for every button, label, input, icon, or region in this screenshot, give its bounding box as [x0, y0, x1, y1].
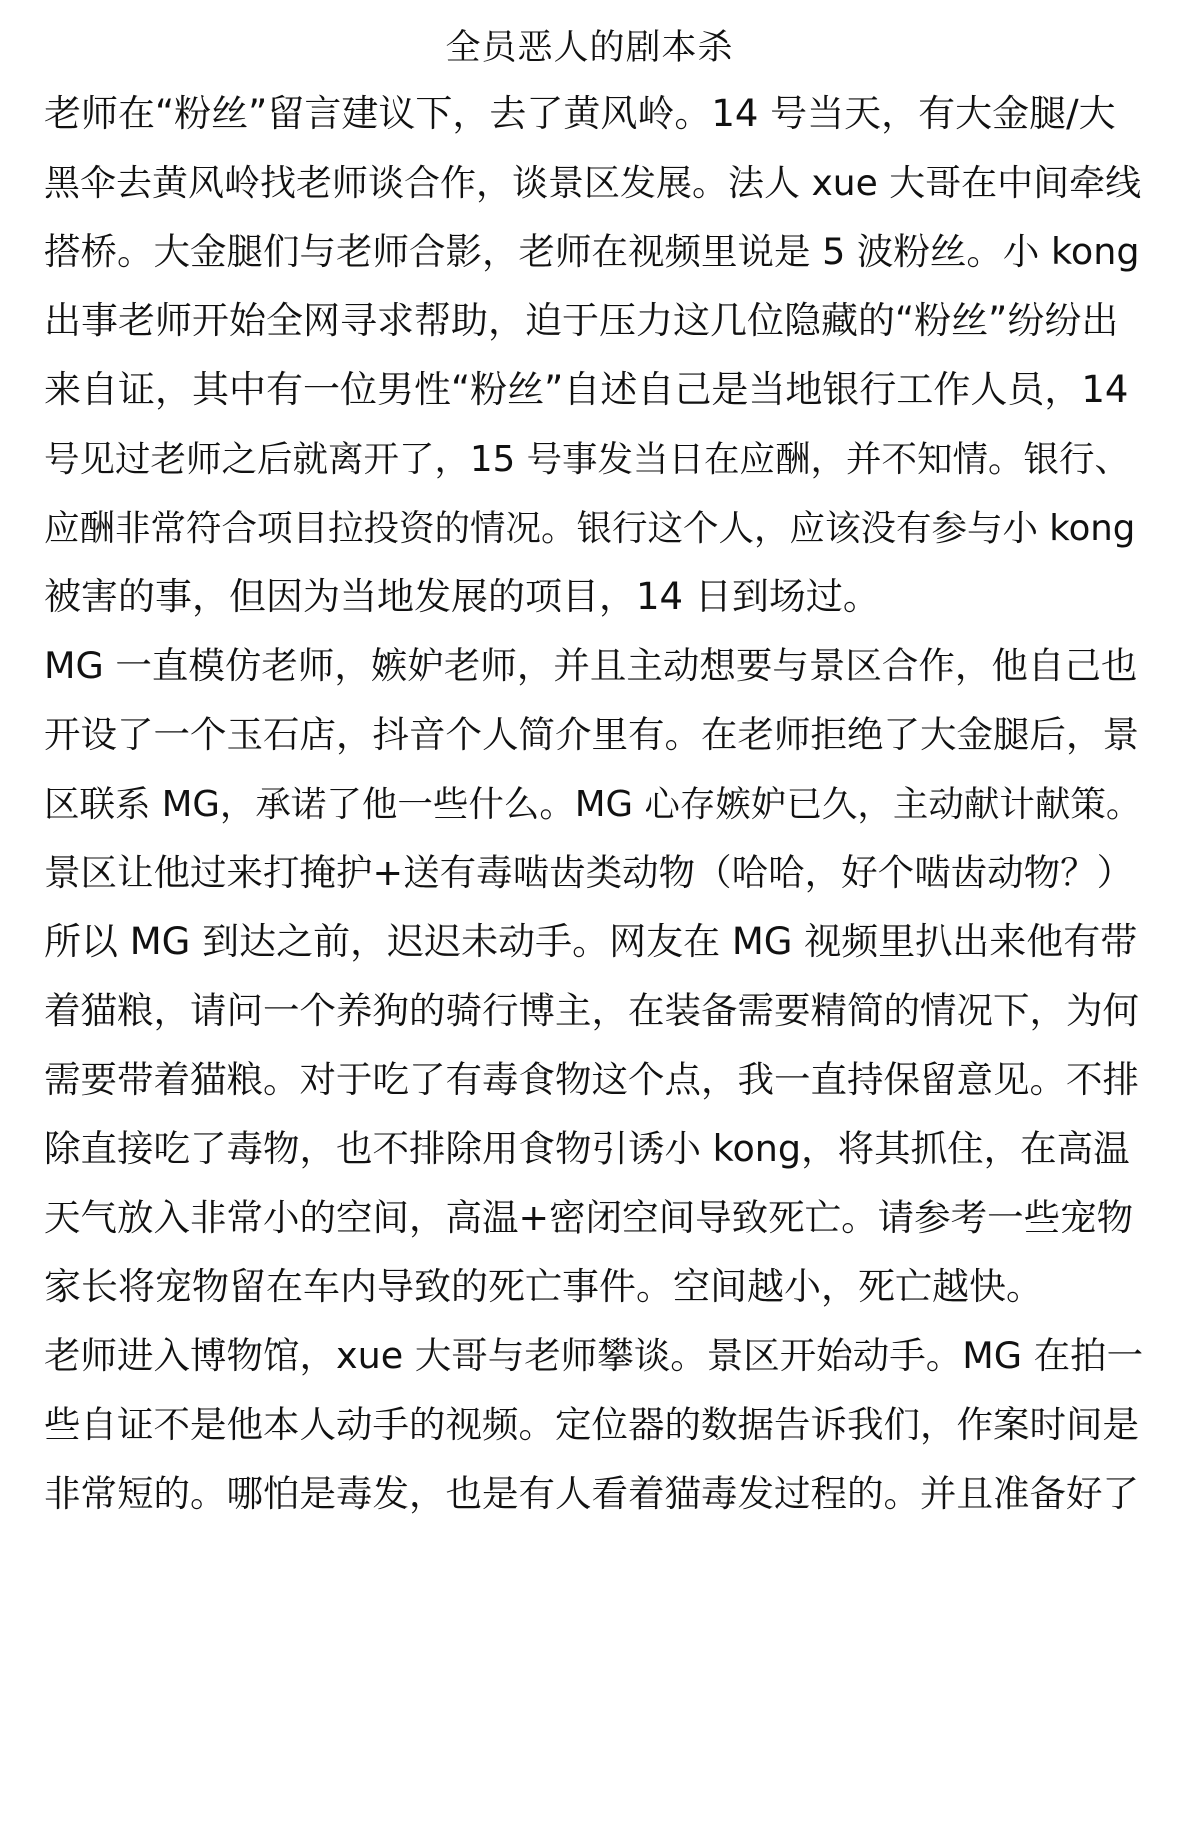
document-title: 全员恶人的剧本杀 — [445, 28, 734, 68]
text-line — [44, 912, 1144, 972]
text-line — [44, 1119, 1144, 1179]
text-line-content: 黑伞去黄风岭找老师谈合作，谈景区发展。法人 xue 大哥在中间牵线 — [44, 163, 1142, 204]
text-line — [44, 222, 1144, 282]
text-line-content: 家长将宠物留在车内导致的死亡事件。空间越小，死亡越快。 — [44, 1265, 1043, 1308]
text-line — [44, 636, 1144, 696]
text-line — [44, 1464, 1144, 1524]
text-line-content: 被害的事，但因为当地发展的项目，14 日到场过。 — [44, 575, 880, 618]
text-line-content: 来自证，其中有一位男性“粉丝”自述自己是当地银行工作人员，14 — [44, 368, 1129, 411]
text-line — [44, 774, 1144, 834]
text-line-content: 老师进入博物馆，xue 大哥与老师攀谈。景区开始动手。MG 在拍一 — [44, 1334, 1144, 1377]
text-line — [44, 84, 1144, 144]
text-line-content: 需要带着猫粮。对于吃了有毒食物这个点，我一直持保留意见。不排 — [44, 1058, 1139, 1101]
text-line-content: MG 一直模仿老师，嫉妒老师，并且主动想要与景区合作，他自己也 — [44, 644, 1138, 687]
text-line — [44, 1257, 1144, 1317]
text-line-content: 搭桥。大金腿们与老师合影，老师在视频里说是 5 波粉丝。小 kong — [44, 230, 1140, 273]
text-line-content: 开设了一个玉石店，抖音个人简介里有。在老师拒绝了大金腿后，景 — [44, 713, 1139, 756]
text-line — [44, 498, 1144, 558]
text-line-content: 出事老师开始全网寻求帮助，迫于压力这几位隐藏的“粉丝”纷纷出 — [44, 299, 1119, 342]
text-line — [44, 1050, 1144, 1110]
text-line — [44, 429, 1144, 489]
text-line — [44, 153, 1144, 213]
text-line-content: 些自证不是他本人动手的视频。定位器的数据告诉我们，作案时间是 — [44, 1403, 1139, 1446]
text-line-content: 非常短的。哪怕是毒发，也是有人看着猫毒发过程的。并且准备好了 — [44, 1472, 1139, 1515]
text-line-content: 老师在“粉丝”留言建议下，去了黄风岭。14 号当天，有大金腿/大 — [44, 92, 1116, 135]
text-line-content: 景区让他过来打掩护+送有毒啮齿类动物（哈哈，好个啮齿动物？） — [44, 851, 1134, 894]
text-line-content: 区联系 MG，承诺了他一些什么。MG 心存嫉妒已久，主动献计献策。 — [44, 784, 1142, 825]
text-line-content: 所以 MG 到达之前，迟迟未动手。网友在 MG 视频里扒出来他有带 — [44, 920, 1138, 963]
text-line-content: 天气放入非常小的空间，高温+密闭空间导致死亡。请参考一些宠物 — [44, 1196, 1134, 1239]
text-line — [44, 567, 1144, 627]
text-line-content: 除直接吃了毒物，也不排除用食物引诱小 kong，将其抓住，在高温 — [44, 1127, 1130, 1170]
text-line — [44, 981, 1144, 1041]
text-line — [44, 843, 1144, 903]
text-line-content: 着猫粮，请问一个养狗的骑行博主，在装备需要精简的情况下，为何 — [44, 989, 1139, 1032]
text-line — [44, 291, 1144, 351]
text-line — [44, 1188, 1144, 1248]
text-line-content: 应酬非常符合项目拉投资的情况。银行这个人，应该没有参与小 kong — [44, 508, 1136, 549]
text-line — [44, 1395, 1144, 1455]
text-line — [44, 360, 1144, 420]
text-line — [44, 1326, 1144, 1386]
text-line-content: 号见过老师之后就离开了，15 号事发当日在应酬，并不知情。银行、 — [44, 439, 1130, 480]
text-line — [44, 705, 1144, 765]
